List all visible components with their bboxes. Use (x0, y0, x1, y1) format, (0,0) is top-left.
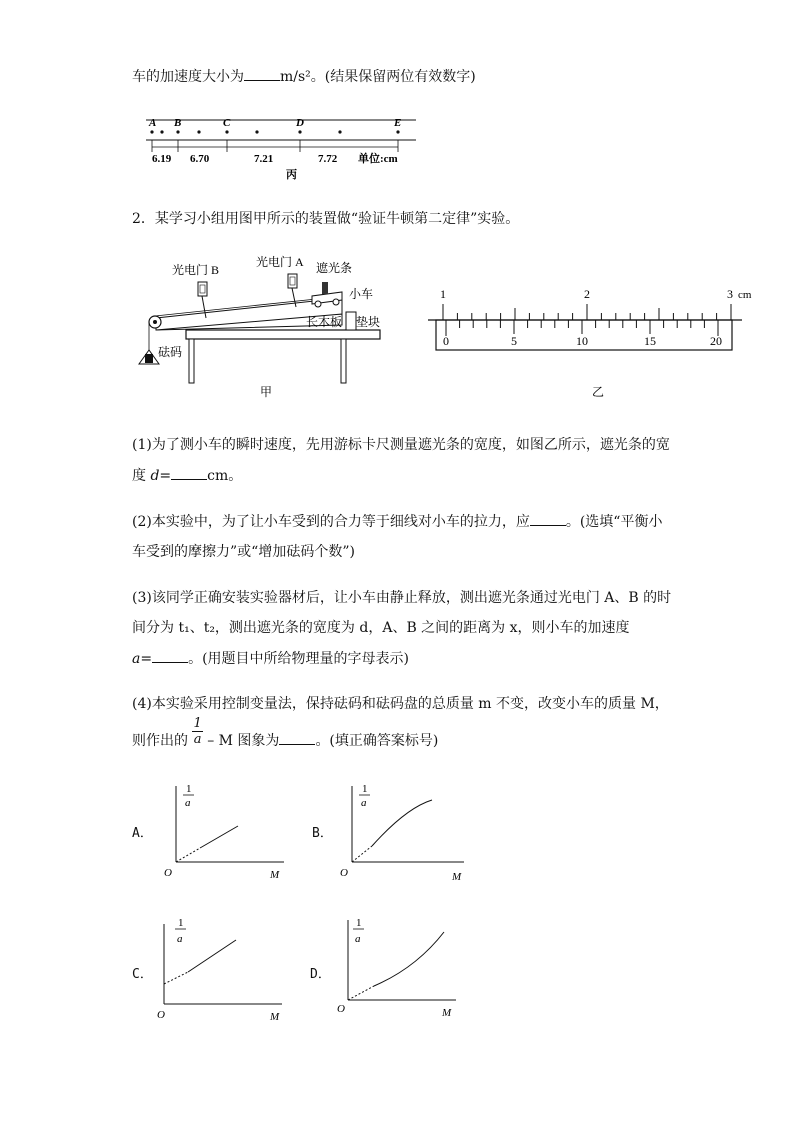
label-strip: 遮光条 (316, 261, 353, 275)
vernier-label-5: 5 (511, 334, 517, 348)
answer-blank[interactable] (244, 68, 280, 81)
part-3-after: 。(用题目中所给物理量的字母表示) (188, 651, 410, 667)
fraction-1-over-a: $\frac{1}{a}$ (193, 716, 202, 747)
vernier-label-20: 20 (710, 334, 722, 348)
main-scale-ticks (443, 304, 731, 320)
main-scale-label-1: 1 (440, 287, 446, 301)
ticker-tape-figure (140, 112, 430, 182)
part-3-line-1: (3)该同学正确安装实验器材后，让小车由静止释放，测出遮光条通过光电门 A、B 的时 (132, 590, 672, 606)
part-4-line-1: (4)本实验采用控制变量法，保持砝码和砝码盘的总质量 m 不变，改变小车的质量 M， (132, 696, 669, 712)
part-3-line-3 (132, 648, 409, 668)
option-a-y-num: 1 (186, 783, 192, 795)
option-d-y-num: 1 (356, 917, 362, 929)
var-a: a (132, 651, 141, 667)
option-c-x-label: M (270, 1011, 280, 1023)
equals: = (140, 651, 153, 667)
part-3-line-2: 间分为 t₁、t₂，测出遮光条的宽度为 d，A、B 之间的距离为 x，则小车的加速度 (132, 620, 630, 636)
main-scale-label-3: 3 (727, 287, 733, 301)
equals: = (159, 468, 172, 484)
question-2-title: 2．某学习小组用图甲所示的装置做“验证牛顿第二定律”实验。 (132, 211, 520, 227)
part-1-text: 度 (132, 468, 151, 484)
option-a-origin: O (164, 867, 172, 879)
option-a-graph[interactable] (160, 778, 290, 888)
label-block: 垫块 (356, 315, 381, 329)
option-a-y-den: a (185, 797, 191, 809)
tape-unit-label: 单位:cm (358, 153, 398, 165)
tape-caption: 丙 (286, 169, 297, 181)
label-cart: 小车 (349, 287, 374, 301)
top-text-before: 车的加速度大小为 (132, 69, 244, 85)
vernier-label-15: 15 (644, 334, 656, 348)
option-d-y-den: a (355, 933, 361, 945)
label-board: 长木板 (306, 315, 343, 329)
top-text-after: 。(结果保留两位有效数字) (310, 69, 476, 85)
answer-blank-acceleration[interactable] (152, 650, 188, 663)
main-scale-unit: cm (738, 289, 752, 301)
top-question-line (132, 66, 476, 86)
option-d-label[interactable]: D． (310, 967, 331, 982)
part-4-line-2 (132, 716, 438, 756)
tape-point-b-label: B (174, 117, 182, 129)
option-d-x-label: M (442, 1007, 452, 1019)
option-d-graph[interactable] (336, 912, 466, 1024)
main-scale-label-2: 2 (584, 287, 590, 301)
tape-point-d-label: D (296, 117, 304, 129)
option-d-origin: O (337, 1003, 345, 1015)
tape-point-a-label: A (149, 117, 157, 129)
option-c-y-num: 1 (178, 917, 184, 929)
option-a-label[interactable]: A． (132, 826, 153, 841)
part-1-line-1: (1)为了测小车的瞬时速度，先用游标卡尺测量遮光条的宽度，如图乙所示，遮光条的宽 (132, 437, 670, 453)
light-strip (322, 282, 328, 294)
answer-blank-graph[interactable] (279, 732, 315, 745)
part-4-mid: – M 图象为 (207, 733, 280, 749)
option-b-graph[interactable] (336, 778, 476, 888)
part-1-unit: cm。 (207, 468, 243, 484)
table-leg-right (341, 339, 346, 383)
option-c-origin: O (157, 1009, 165, 1021)
part-2-text: (2)本实验中，为了让小车受到的合力等于细线对小车的拉力，应 (132, 514, 530, 530)
part-1-line-2 (132, 465, 242, 485)
part-4-after: 。(填正确答案标号) (315, 733, 439, 749)
fig-jia-caption: 甲 (260, 385, 273, 399)
distance-bc: 6.70 (190, 153, 210, 165)
label-gate-a: 光电门 A (256, 255, 304, 269)
option-b-origin: O (340, 867, 348, 879)
label-gate-b: 光电门 B (172, 263, 220, 277)
option-b-label[interactable]: B． (312, 826, 333, 841)
option-b-y-den: a (361, 797, 367, 809)
var-d: d (150, 468, 160, 484)
table-leg-left (189, 339, 194, 383)
option-b-y-num: 1 (362, 783, 368, 795)
apparatus-figure (136, 250, 386, 400)
option-c-graph[interactable] (158, 912, 288, 1024)
part-2-after: 。(选填“平衡小 (565, 514, 663, 530)
vernier-label-0: 0 (443, 334, 449, 348)
option-a-x-label: M (270, 869, 280, 881)
photogate-b (198, 282, 207, 296)
block (346, 312, 356, 330)
fig-yi-caption: 乙 (592, 385, 605, 399)
vernier-caliper-figure (424, 282, 764, 402)
distance-ab: 6.19 (152, 153, 172, 165)
table-top (186, 330, 380, 339)
answer-blank-balance[interactable] (530, 513, 566, 526)
unit-text: m/s² (280, 69, 311, 85)
vernier-label-10: 10 (576, 334, 588, 348)
tape-dots (150, 130, 399, 133)
answer-blank-width[interactable] (171, 467, 207, 480)
part-2-line-2: 车受到的摩擦力”或“增加砝码个数”) (132, 544, 355, 560)
distance-cd: 7.21 (254, 153, 274, 165)
option-c-label[interactable]: C． (132, 967, 153, 982)
option-c-y-den: a (177, 933, 183, 945)
option-b-x-label: M (452, 871, 462, 883)
label-weight: 砝码 (158, 345, 183, 359)
part-4-text: 则作出的 (132, 733, 188, 749)
distance-de: 7.72 (318, 153, 338, 165)
photogate-a (288, 274, 297, 288)
tape-point-e-label: E (394, 117, 402, 129)
part-2-line-1 (132, 511, 662, 531)
tape-point-c-label: C (223, 117, 231, 129)
